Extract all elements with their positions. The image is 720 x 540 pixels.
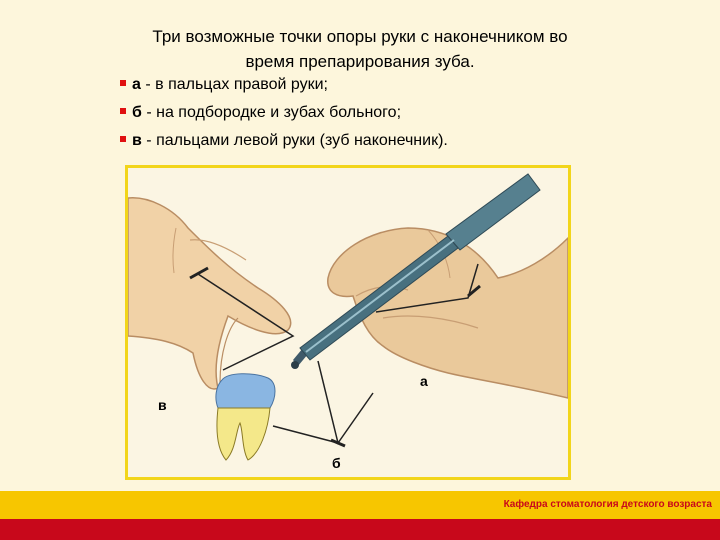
bullet-list xyxy=(120,75,448,159)
bullet-marker-icon xyxy=(120,80,126,86)
label-b: б xyxy=(332,455,341,471)
label-a: а xyxy=(420,373,428,389)
bullet-item-a xyxy=(120,75,448,95)
bullet-item-b xyxy=(120,103,448,123)
bullet-key: в xyxy=(132,132,142,149)
bullet-marker-icon xyxy=(120,136,126,142)
left-hand-illustration xyxy=(128,198,291,389)
label-v: в xyxy=(158,397,167,413)
footer-department: Кафедра стоматология детского возраста xyxy=(503,499,712,510)
footer-stripe xyxy=(0,519,720,540)
bullet-item-v xyxy=(120,131,448,151)
illustration-frame xyxy=(125,165,571,480)
tooth-illustration xyxy=(216,374,275,460)
illustration xyxy=(128,168,568,477)
footer-band xyxy=(0,491,720,519)
bullet-key: а xyxy=(132,76,141,93)
bullet-key: б xyxy=(132,104,142,121)
bullet-text: - пальцами левой руки (зуб наконечник). xyxy=(141,132,448,149)
slide-title: Три возможные точки опоры руки с наконечником во время препарирования зуба. xyxy=(152,27,568,71)
bullet-text: - в пальцах правой руки; xyxy=(140,76,328,93)
bullet-marker-icon xyxy=(120,108,126,114)
bullet-text: - на подбородке и зубах больного; xyxy=(141,104,402,121)
